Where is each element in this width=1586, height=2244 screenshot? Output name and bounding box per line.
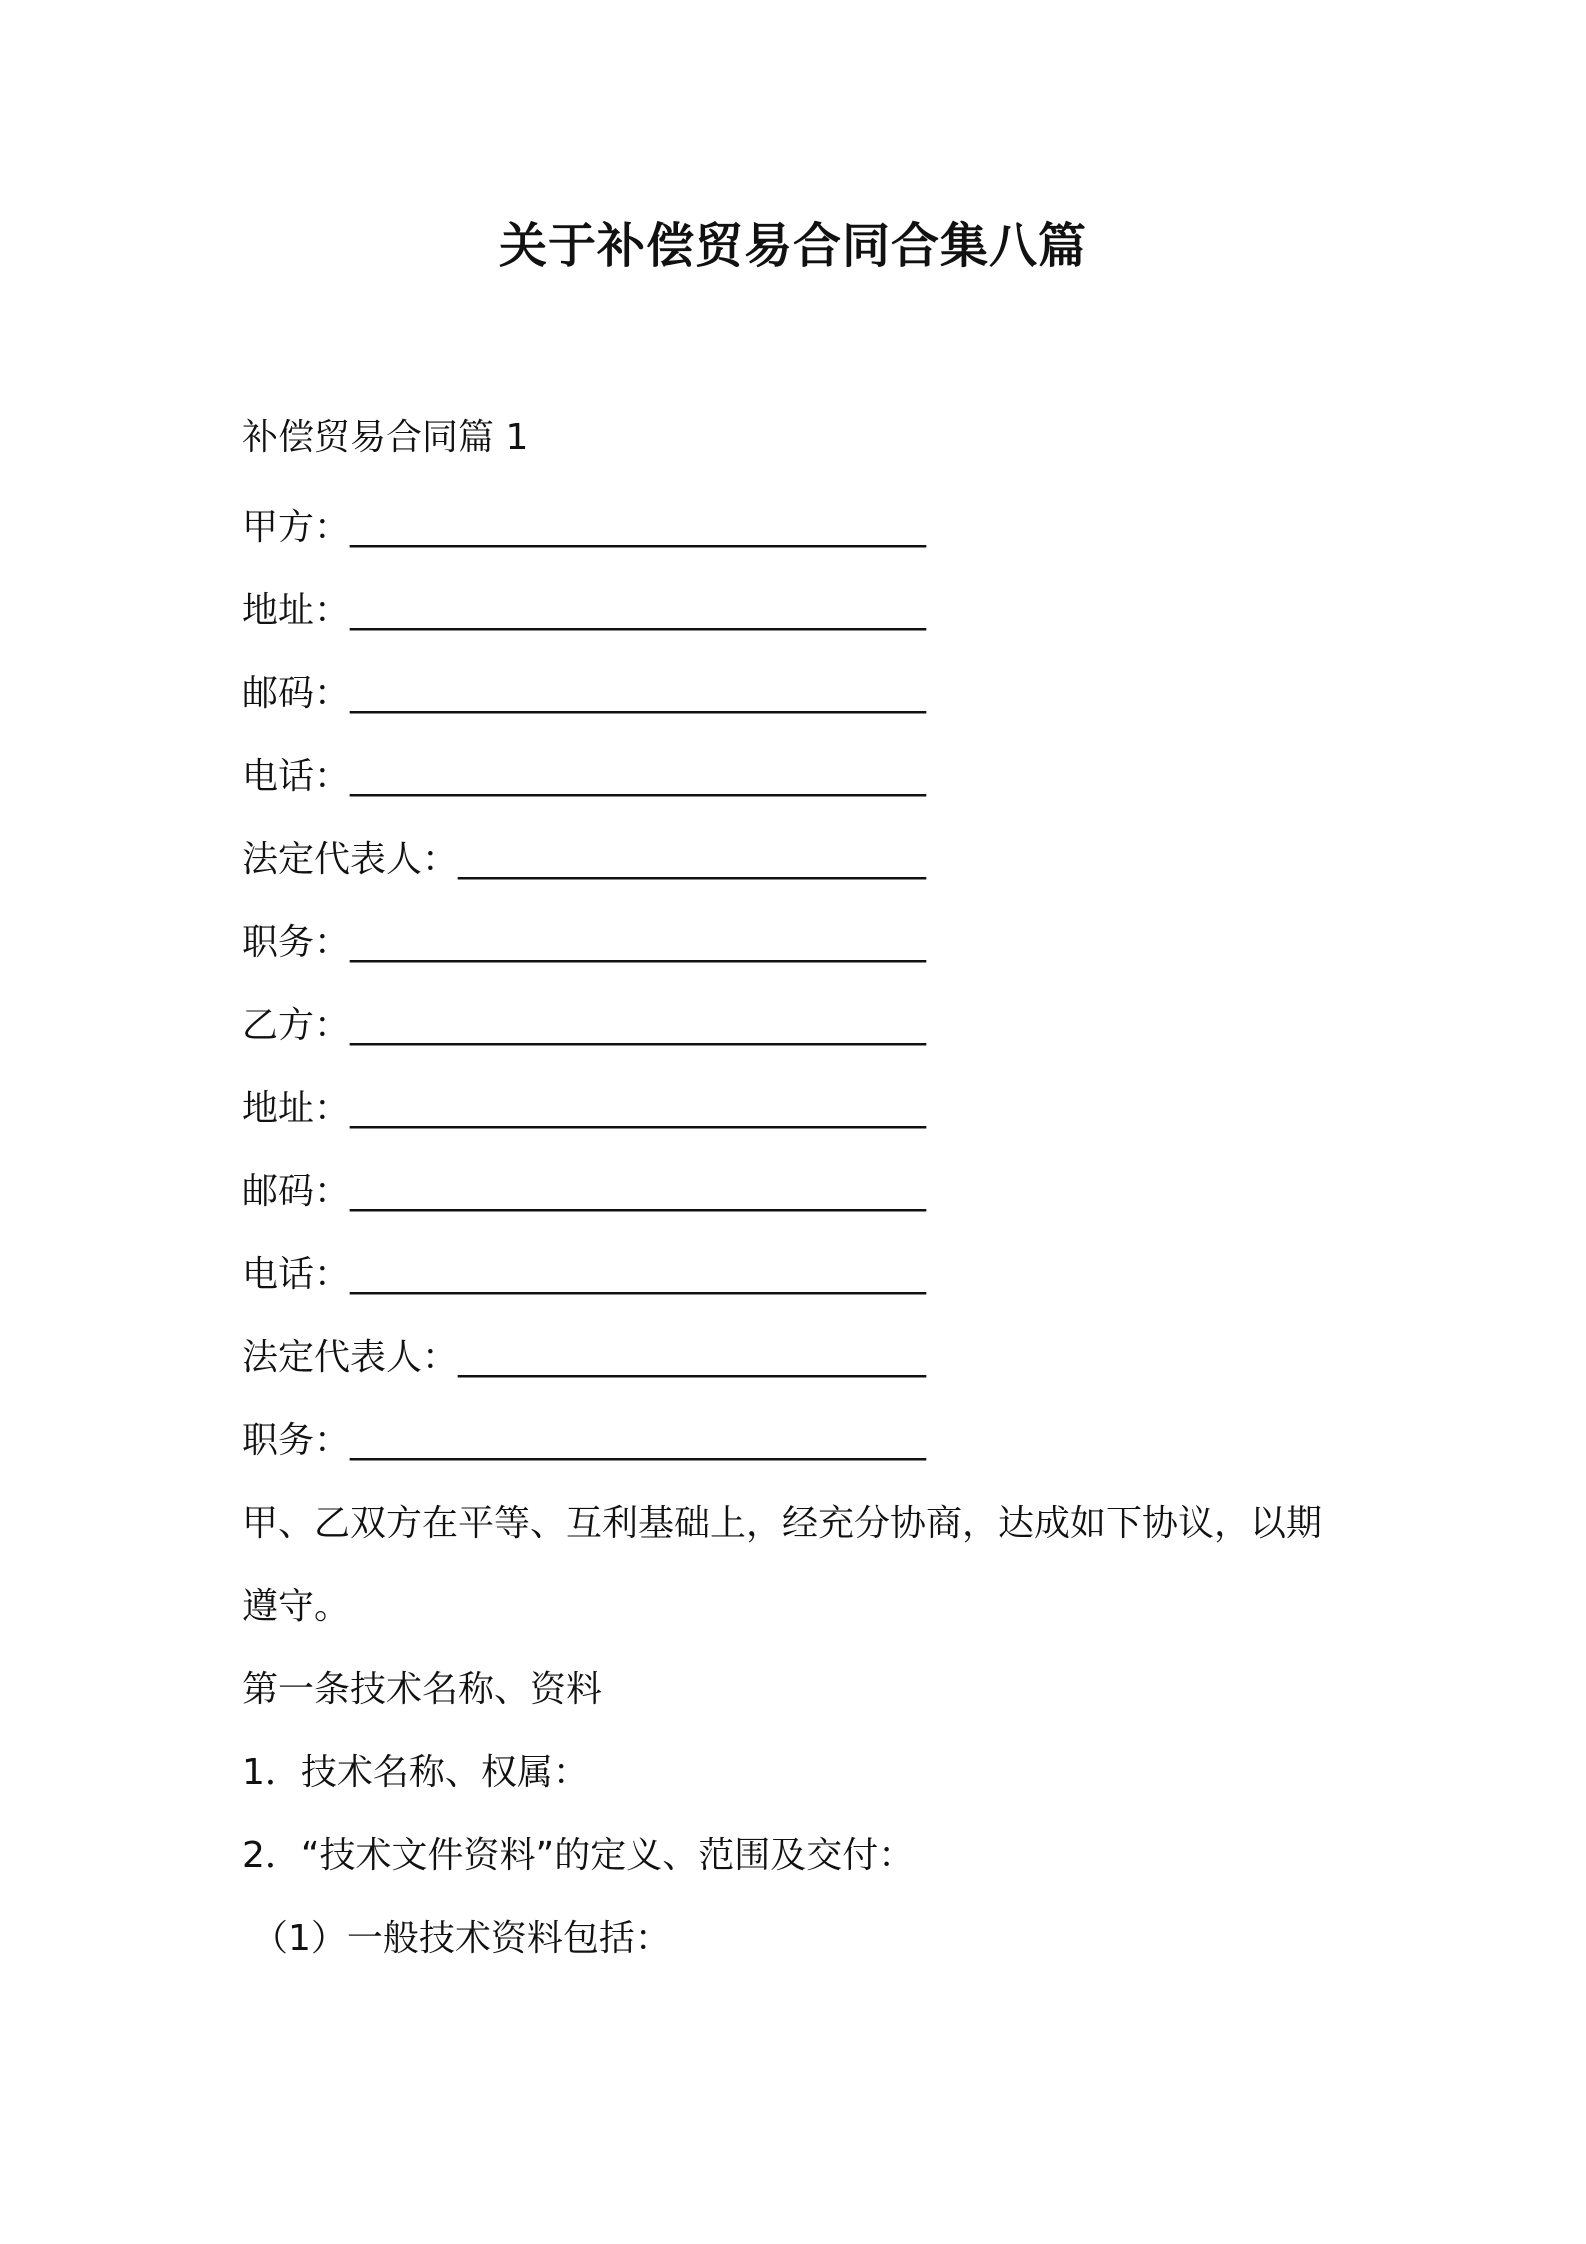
item-2: 2．“技术文件资料”的定义、范围及交付： xyxy=(242,1835,915,1876)
party-a-legal-rep-field: 法定代表人：__________________________ xyxy=(242,839,927,880)
section-heading: 补偿贸易合同篇 1 xyxy=(242,417,529,458)
document-title: 关于补偿贸易合同合集八篇 xyxy=(498,218,1087,274)
party-a-postcode-field: 邮码：________________________________ xyxy=(242,673,927,714)
party-a-field: 甲方：________________________________ xyxy=(242,507,927,548)
item-1: 1．技术名称、权属： xyxy=(242,1752,589,1793)
intro-paragraph-line-2: 遵守。 xyxy=(242,1586,351,1627)
party-b-position-field: 职务：________________________________ xyxy=(242,1420,927,1461)
party-b-postcode-field: 邮码：________________________________ xyxy=(242,1171,927,1212)
party-b-field: 乙方：________________________________ xyxy=(242,1005,927,1046)
party-a-position-field: 职务：________________________________ xyxy=(242,922,927,963)
party-b-legal-rep-field: 法定代表人：__________________________ xyxy=(242,1337,927,1378)
article-1-title: 第一条技术名称、资料 xyxy=(242,1669,603,1710)
party-b-address-field: 地址：________________________________ xyxy=(242,1088,927,1129)
party-a-address-field: 地址：________________________________ xyxy=(242,590,927,631)
intro-paragraph-line-1: 甲、乙双方在平等、互利基础上，经充分协商，达成如下协议，以期 xyxy=(242,1503,1323,1544)
party-b-phone-field: 电话：________________________________ xyxy=(242,1254,927,1295)
party-a-phone-field: 电话：________________________________ xyxy=(242,756,927,797)
subitem-1: （1）一般技术资料包括： xyxy=(252,1918,671,1959)
